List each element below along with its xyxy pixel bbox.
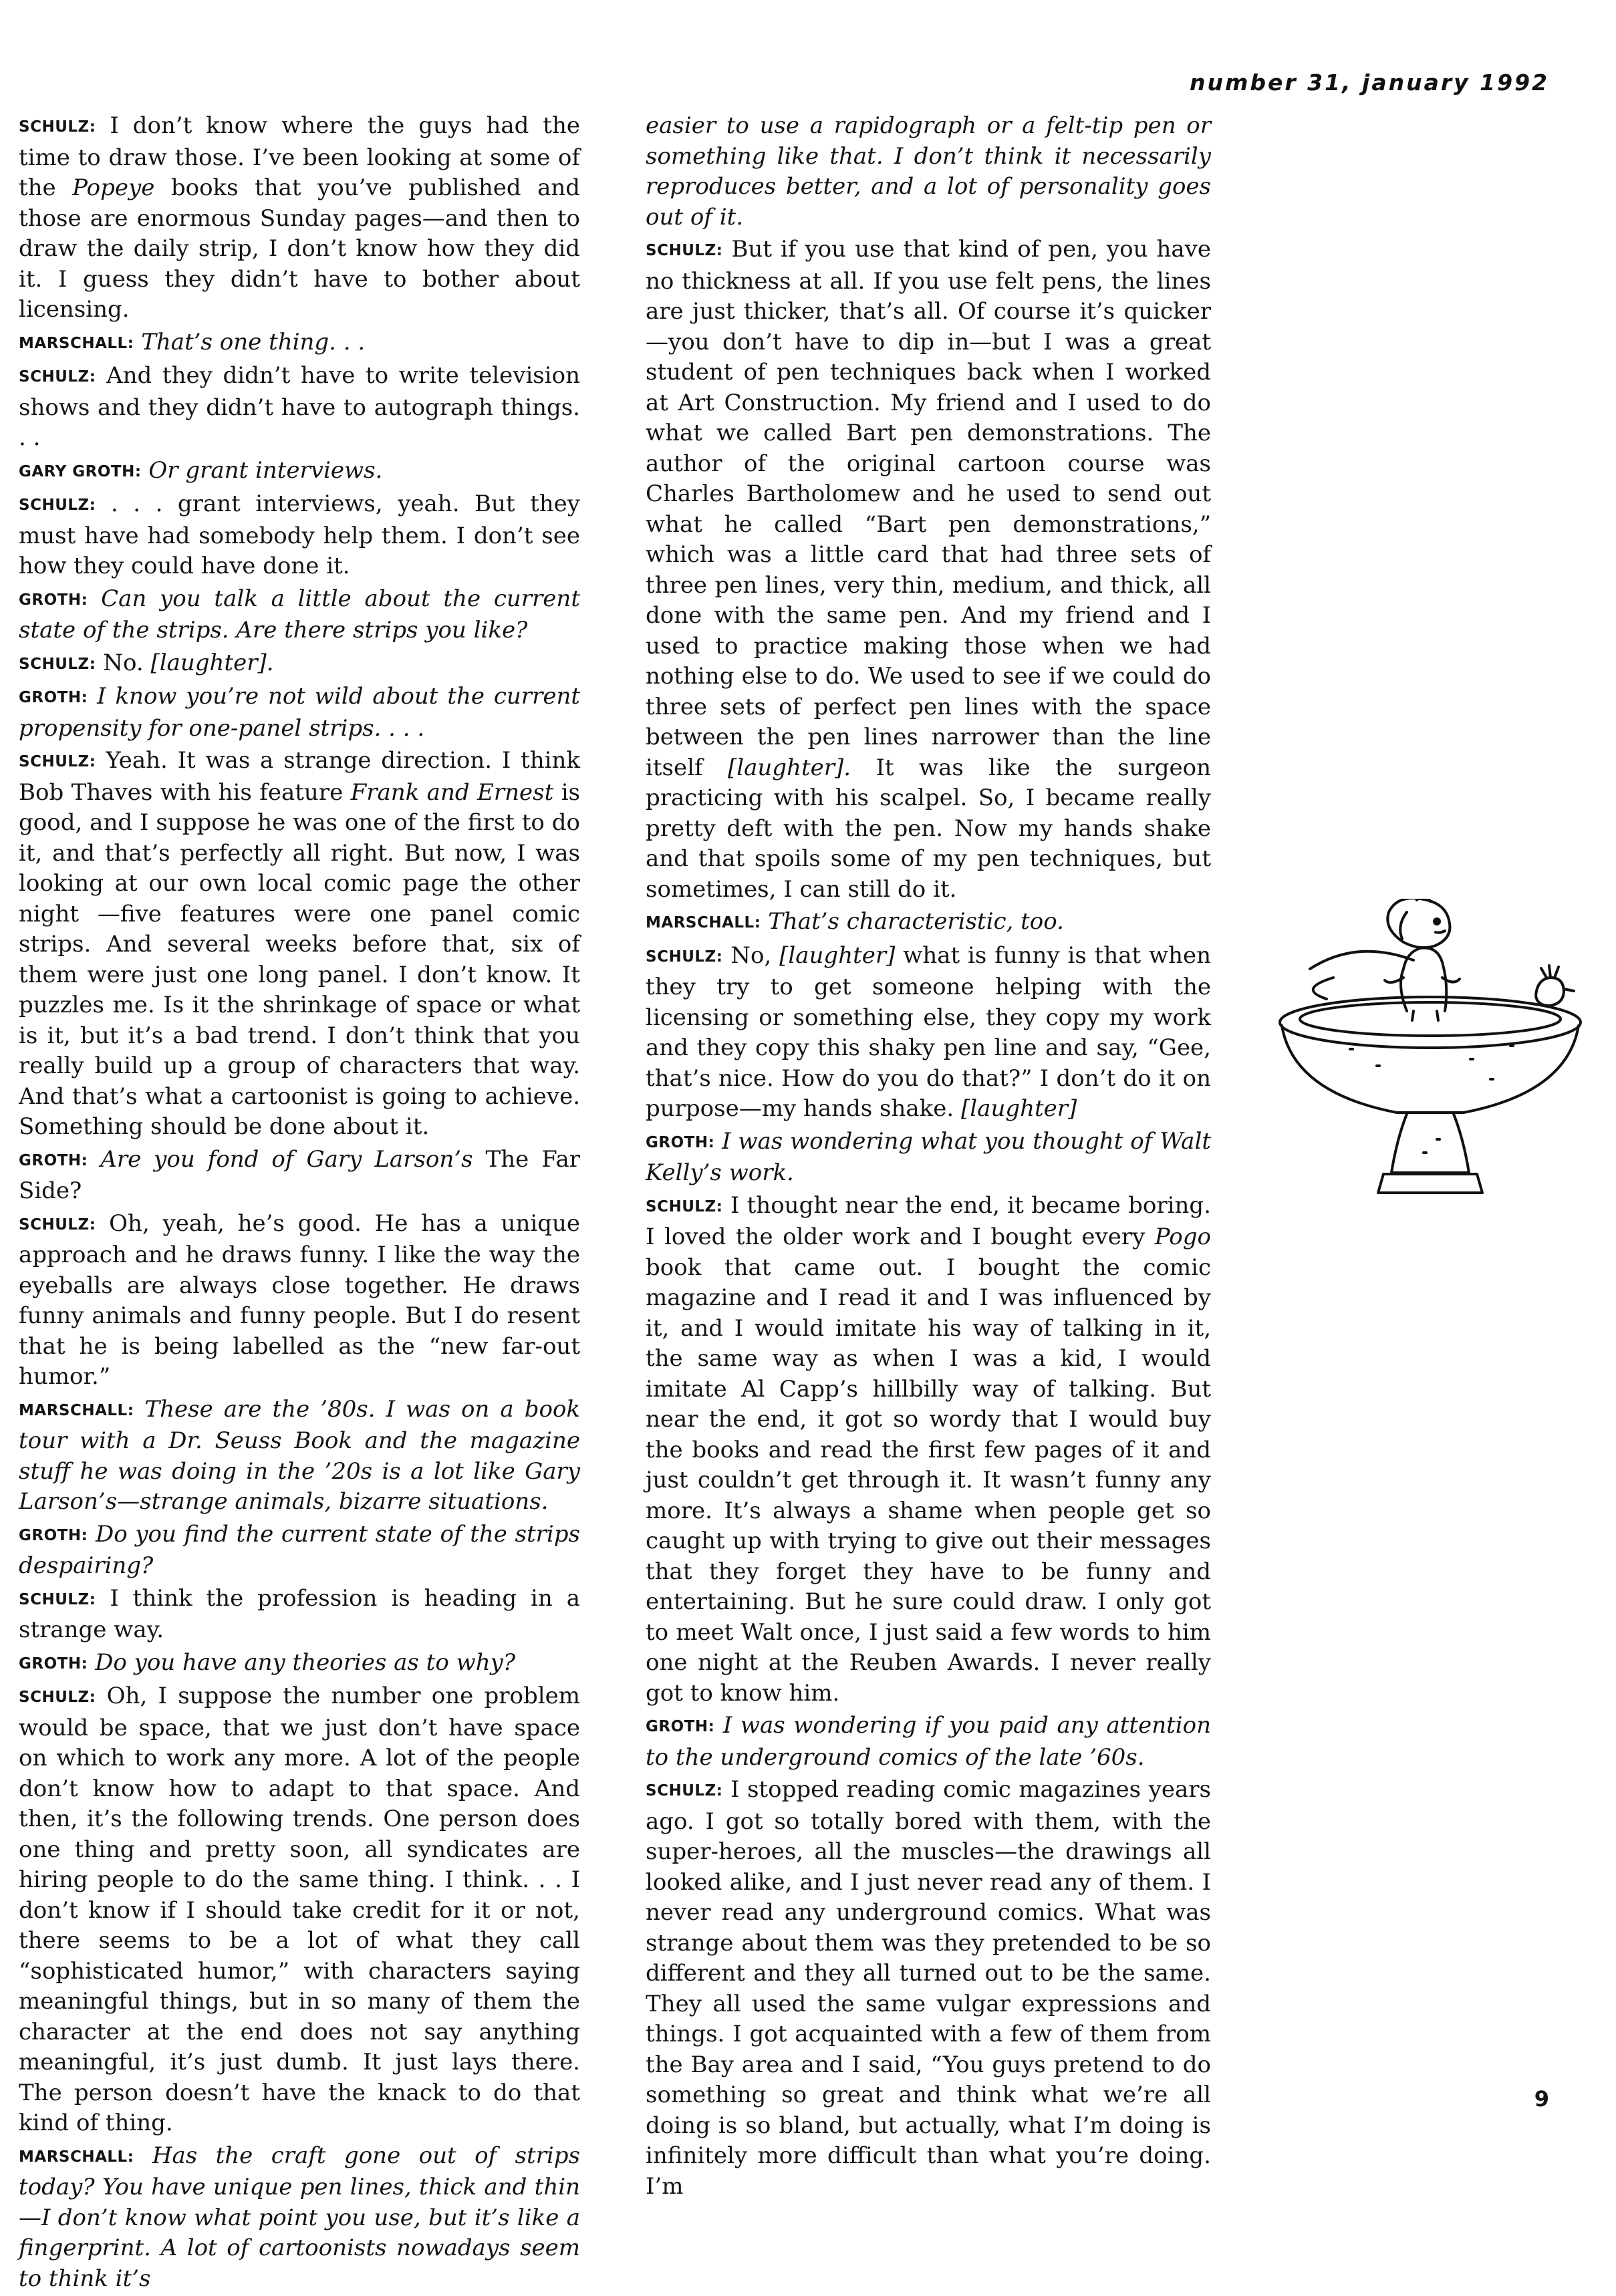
speaker-label: SCHULZ:: [646, 1197, 723, 1215]
interview-paragraph: [19, 456, 580, 488]
interview-paragraph: [646, 1775, 1211, 2202]
interview-paragraph: [646, 907, 1211, 939]
speaker-label: SCHULZ:: [646, 1782, 723, 1800]
interview-paragraph: [19, 2141, 580, 2295]
book-title: Popeye: [72, 174, 155, 201]
speaker-label: MARSCHALL:: [19, 2148, 134, 2166]
interview-paragraph: [646, 1191, 1211, 1709]
speaker-label: SCHULZ:: [19, 1215, 96, 1234]
question-text: These are the ’80s. I was on a book tour with a Dr. Seuss Book and the magazine stuff he was doing in the ’20s is a lot like Gary Larson’s—strange animals, bizarre situations.: [19, 1395, 581, 1515]
question-text: Do you find the current state of the strips despairing?: [19, 1520, 580, 1579]
interview-paragraph: [19, 746, 580, 1143]
woodstock-feathers: [1541, 966, 1559, 978]
interview-paragraph: [646, 1127, 1211, 1189]
question-text: Or grant interviews.: [148, 456, 383, 484]
speaker-label: GROTH:: [19, 689, 88, 706]
interview-paragraph: [646, 941, 1211, 1125]
interview-paragraph: [19, 361, 580, 454]
interview-paragraph: [646, 1711, 1211, 1773]
right-column: [646, 111, 1211, 2204]
book-title: Pogo: [1154, 1224, 1211, 1250]
paragraph-text: It was like the surgeon practicing with his scalpel. So, I became really pretty deft with the pen. Now my hands shake and that spoils some of my pen techniques, but sometimes, I can still do it.: [646, 754, 1211, 903]
paragraph-text: And they didn’t have to write television shows and they didn’t have to autograph things. . .: [19, 362, 581, 451]
speaker-label: SCHULZ:: [19, 118, 96, 136]
laughter-note: [laughter].: [727, 754, 851, 781]
speaker-label: SCHULZ:: [19, 1590, 96, 1608]
speaker-label: GARY GROTH:: [19, 462, 142, 480]
question-text: That’s one thing. . .: [141, 328, 366, 355]
interview-paragraph: [19, 489, 580, 582]
question-text: I was wondering if you paid any attention to the underground comics of the late ’60s.: [646, 1712, 1211, 1771]
pedestal: [1391, 1114, 1469, 1173]
motion-line: [1313, 978, 1333, 999]
speaker-label: MARSCHALL:: [646, 914, 761, 931]
bowl-rim: [1280, 997, 1581, 1048]
laughter-note: [laughter]: [779, 942, 896, 969]
speaker-label: GROTH:: [646, 1133, 715, 1151]
interview-paragraph: [646, 111, 1211, 233]
snoopy-head: [1387, 899, 1450, 948]
paragraph-text: No.: [103, 649, 144, 676]
woodstock-body: [1536, 978, 1564, 1006]
interview-paragraph: [646, 235, 1211, 905]
paragraph-text: what is funny is that when they try to get someone helping with the licensing or something else, they copy my work and they copy this shaky pen line and say, “Gee, that’s nice. How do you do that?” I don’t do it on purpose—my hands shake.: [646, 942, 1211, 1122]
pedestal-base: [1378, 1174, 1482, 1193]
interview-paragraph: [19, 111, 580, 325]
bowl-body: [1282, 1026, 1579, 1113]
interview-paragraph: [19, 1395, 580, 1518]
paragraph-text: is good, and I suppose he was one of the first to do it, and that’s perfectly all right. But now, I was looking at our own local comic page the other night —five features were one panel comic strips. And several weeks before that, six of them were just one long panel. I don’t know. It puzzles me. Is it the shrinkage of space or what is it, but it’s a bad trend. I don’t think that you really build up a group of characters that way. And that’s what a cartoonist is going to achieve. Something should be done about it.: [19, 778, 581, 1140]
interview-paragraph: [19, 1584, 580, 1646]
paragraph-text: books that you’ve published and those are enormous Sunday pages—and then to draw the daily strip, I don’t know how they did it. I guess they didn’t have to bother about licensing.: [19, 174, 581, 323]
paragraph-text: I stopped reading comic magazines years ago. I got so totally bored with them, with the super-heroes, all the muscles—the drawings all looked alike, and I just never read any of them. I never read any underground comics. What was strange about them was they pretended to be so different and they all turned out to be the same. They all used the same vulgar expressions and things. I got acquainted with a few of them from the Bay area and I said, “You guys pretend to do something so great and think what we’re all doing is so bland, but actually, what I’m doing is infinitely more difficult than what you’re doing. I’m: [646, 1776, 1211, 2200]
paragraph-text: . . . grant interviews, yeah. But they must have had somebody help them. I don’t see how they could have done it.: [19, 490, 580, 579]
interview-paragraph: [19, 327, 580, 360]
question-text: easier to use a rapidograph or a felt-tip pen or something like that. I don’t think it necessarily reproduces better, and a lot of personality goes out of it.: [646, 112, 1211, 231]
running-head: number 31, january 1992: [1189, 69, 1549, 96]
page-number: 9: [1534, 2086, 1549, 2112]
bowl-inner-rim: [1300, 1002, 1561, 1036]
interview-paragraph: [19, 1648, 580, 1680]
speaker-label: MARSCHALL:: [19, 1401, 134, 1419]
snoopy-ear: [1400, 912, 1407, 939]
snoopy-eye: [1434, 919, 1440, 924]
speaker-label: GROTH:: [19, 591, 88, 609]
interview-paragraph: [19, 1209, 580, 1393]
speaker-label: SCHULZ:: [19, 368, 96, 386]
speaker-label: GROTH:: [19, 1655, 88, 1673]
interview-paragraph: [19, 648, 580, 680]
question-text: Has the craft gone out of strips today? You have unique pen lines, thick and thin—I don’t know what point you use, but it’s like a fingerprint. A lot of cartoonists nowadays seem to think it’s: [19, 2142, 580, 2292]
question-text: That’s characteristic, too.: [768, 908, 1064, 935]
question-text: Can you talk a little about the current state of the strips. Are there strips you like?: [19, 585, 580, 643]
question-text: Do you have any theories as to why?: [95, 1648, 516, 1676]
interview-paragraph: [19, 1145, 580, 1207]
laughter-note: [laughter].: [150, 649, 274, 676]
speaker-label: SCHULZ:: [646, 242, 723, 259]
paragraph-text: book that came out. I bought the comic magazine and I read it and I was influenced by it, and I would imitate his way of talking in it, the same way as when I was a kid, I would imitate Al Capp’s hillbilly way of talking. But near the end, it got so wordy that I would buy the books and read the first few pages of it and just couldn’t get through it. It wasn’t funny any more. It’s always a shame when people get so caught up with trying to give out their messages that they forget they have to be funny and entertaining. But he sure could draw. I only got to meet Walt once, I just said a few words to him one night at the Reuben Awards. I never really got to know him.: [646, 1254, 1211, 1707]
interview-paragraph: [19, 1520, 580, 1582]
woodstock-beak: [1564, 989, 1574, 991]
interview-paragraph: [19, 584, 580, 646]
speaker-label: SCHULZ:: [646, 948, 723, 966]
speaker-label: SCHULZ:: [19, 1689, 96, 1706]
snoopy-mouth: [1436, 931, 1445, 933]
speaker-label: GROTH:: [646, 1718, 715, 1735]
paragraph-text: Oh, yeah, he’s good. He has a unique approach and he draws funny. I like the way the eyeballs are always close together. He draws funny animals and funny people. But I do resent that he is being labelled as the “new far-out humor.”: [19, 1209, 581, 1390]
paragraph-text: Oh, I suppose the number one problem would be space, that we just don’t have space on which to work any more. A lot of the people don’t know how to adapt to that space. And then, it’s the following trends. One person does one thing and pretty soon, all syndicates are hiring people to do the same thing. I think. . . I don’t know if I should take credit for it or not, there seems to be a lot of what they call “sophisticated humor,” with characters saying meaningful things, but in so many of them the character at the end does not say anything meaningful, it’s just dumb. It just lays there. The person doesn’t have the knack to do that kind of thing.: [19, 1683, 580, 2136]
snoopy-birdbath-illustration: [1270, 899, 1591, 1213]
paragraph-text: Yeah. It was a strange direction. I think Bob Thaves with his feature: [19, 747, 581, 806]
paragraph-text: I thought near the end, it became boring. I loved the older work and I bought every: [646, 1191, 1211, 1250]
snoopy-feet: [1412, 1011, 1438, 1020]
question-text: Are you fond of Gary Larson’s: [100, 1145, 473, 1173]
paragraph-text: But if you use that kind of pen, you have no thickness at all. If you use felt pens, the lines are just thicker, that’s all. Of course it’s quicker—you don’t have to dip in—but I was a great student of pen techniques back when I worked at Art Construction. My friend and I used to do what we called Bart pen demonstrations. The author of the original cartoon course was Charles Bartholomew and he used to send out what he called “Bart pen demonstrations,” which was a little card that had three sets of three pen lines, very thin, medium, and thick, all done with the same pen. And my friend and I used to practice making those when we had nothing else to do. We used to see if we could do three sets of perfect pen lines with the space between the pen lines narrower than the line itself: [646, 236, 1211, 781]
interview-paragraph: [19, 1681, 580, 2139]
splash-dots: [1350, 1046, 1513, 1153]
motion-line: [1310, 952, 1413, 969]
interview-paragraph: [19, 682, 580, 744]
question-text: I was wondering what you thought of Walt Kelly’s work.: [646, 1127, 1211, 1186]
paragraph-text: No,: [730, 942, 772, 969]
speaker-label: SCHULZ:: [19, 655, 96, 673]
speaker-label: MARSCHALL:: [19, 334, 134, 352]
speaker-label: GROTH:: [19, 1526, 88, 1544]
question-text: I know you’re not wild about the current propensity for one-panel strips. . . .: [19, 683, 580, 742]
speaker-label: SCHULZ:: [19, 753, 96, 770]
paragraph-text: I don’t know where the guys had the time to draw those. I’ve been looking at some of the: [19, 112, 580, 201]
strip-title: The Far Side?: [19, 1145, 581, 1204]
paragraph-text: I think the profession is heading in a strange way.: [19, 1584, 581, 1643]
speaker-label: SCHULZ:: [19, 496, 96, 514]
strip-title: Frank and Ernest: [350, 778, 554, 806]
left-column: [19, 111, 580, 2296]
laughter-note: [laughter]: [961, 1095, 1077, 1122]
speaker-label: GROTH:: [19, 1151, 88, 1169]
